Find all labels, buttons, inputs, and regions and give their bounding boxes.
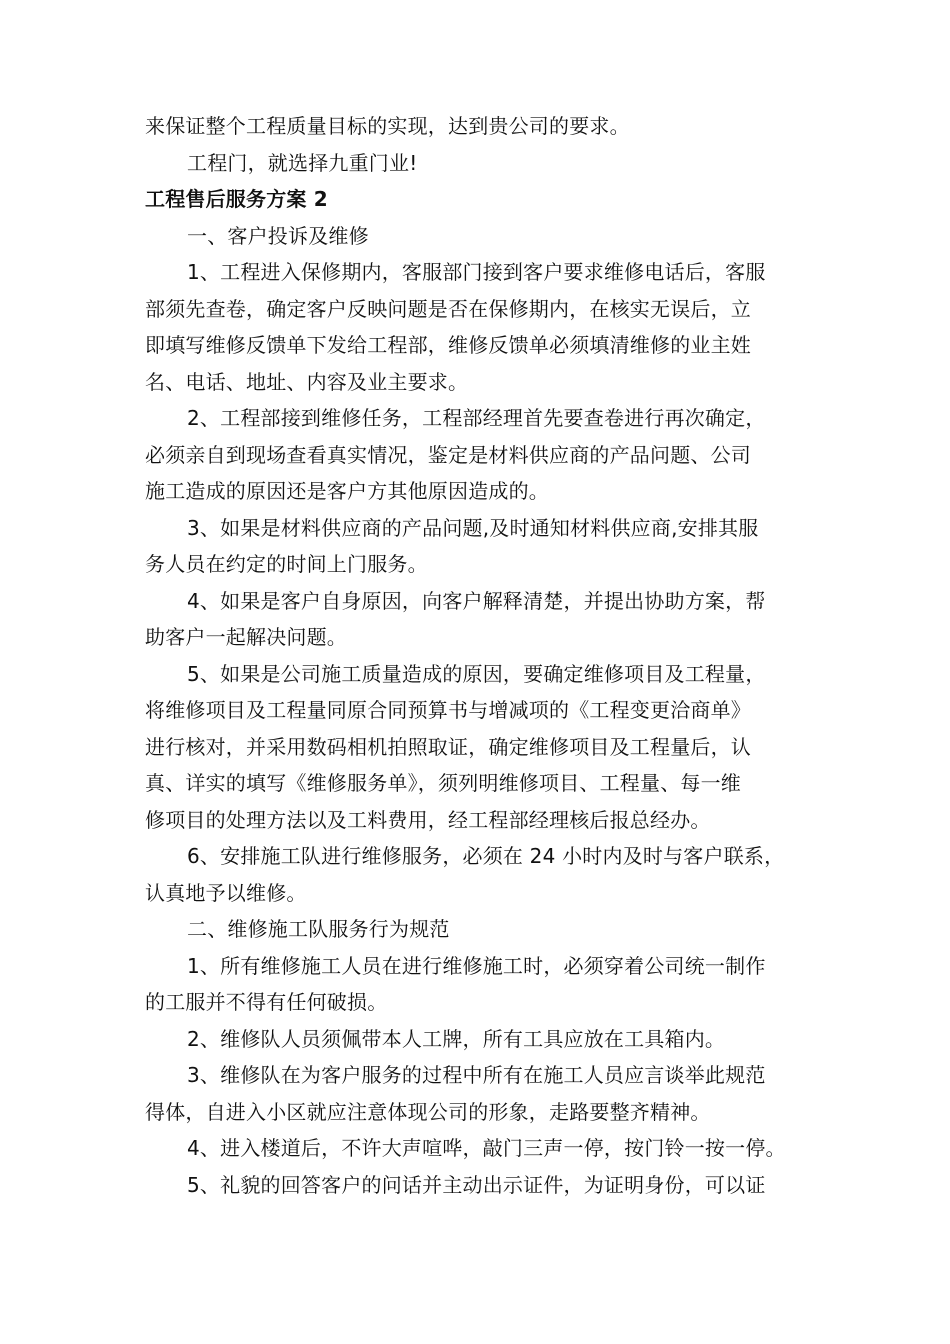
body-text-line: 6、安排施工队进行维修服务，必须在 24 小时内及时与客户联系， (187, 844, 785, 868)
body-text-line: 必须亲自到现场查看真实情况，鉴定是材料供应商的产品问题、公司 (145, 442, 751, 467)
body-text-line: 名、电话、地址、内容及业主要求。 (145, 369, 469, 394)
body-text-line: 4、如果是客户自身原因，向客户解释清楚，并提出协助方案，帮 (187, 588, 766, 613)
body-text-line: 2、工程部接到维修任务，工程部经理首先要查卷进行再次确定， (187, 406, 766, 430)
body-text-line: 的工服并不得有任何破损。 (145, 990, 388, 1014)
body-text-line: 4、进入楼道后，不许大声喧哗，敲门三声一停，按门铃一按一停。 (187, 1136, 786, 1160)
body-text-line: 1、工程进入保修期内，客服部门接到客户要求维修电话后，客服 (187, 260, 766, 284)
body-text-line: 工程门，就选择九重门业! (187, 150, 418, 175)
body-text-line: 修项目的处理方法以及工料费用，经工程部经理核后报总经办。 (145, 807, 711, 832)
body-text-line: 得体，自进入小区就应注意体现公司的形象，走路要整齐精神。 (145, 1099, 711, 1124)
body-text-line: 即填写维修反馈单下发给工程部，维修反馈单必须填清维修的业主姓 (145, 333, 751, 357)
body-text-line: 助客户一起解决问题。 (145, 625, 347, 649)
body-text-line: 2、维修队人员须佩带本人工牌，所有工具应放在工具箱内。 (187, 1026, 726, 1051)
body-text-line: 3、维修队在为客户服务的过程中所有在施工人员应言谈举此规范 (187, 1063, 766, 1087)
body-text-line: 部须先查卷，确定客户反映问题是否在保修期内，在核实无误后，立 (145, 296, 751, 321)
body-text-line: 真、详实的填写《维修服务单》，须列明维修项目、工程量、每一维 (145, 771, 741, 795)
subsection-heading: 二、维修施工队服务行为规范 (187, 917, 450, 941)
body-text-line: 3、如果是材料供应商的产品问题,及时通知材料供应商,安排其服 (187, 515, 759, 540)
body-text-line: 施工造成的原因还是客户方其他原因造成的。 (145, 479, 549, 503)
body-text-line: 认真地予以维修。 (145, 880, 307, 905)
body-text-line: 务人员在约定的时间上门服务。 (145, 552, 428, 576)
body-text-line: 5、如果是公司施工质量造成的原因，要确定维修项目及工程量， (187, 661, 766, 686)
document-page (145, 108, 830, 1203)
body-text-line: 来保证整个工程质量目标的实现，达到贵公司的要求。 (145, 114, 630, 138)
body-text-line: 进行核对，并采用数码相机拍照取证，确定维修项目及工程量后，认 (145, 734, 751, 759)
body-text-line: 1、所有维修施工人员在进行维修施工时，必须穿着公司统一制作 (187, 953, 766, 978)
body-text-line: 5、礼貌的回答客户的问话并主动出示证件，为证明身份，可以证 (187, 1172, 766, 1197)
body-text-line: 将维修项目及工程量同原合同预算书与增减项的《工程变更洽商单》 (145, 698, 751, 722)
section-heading: 工程售后服务方案 2 (145, 187, 328, 211)
subsection-heading: 一、客户投诉及维修 (187, 223, 369, 248)
